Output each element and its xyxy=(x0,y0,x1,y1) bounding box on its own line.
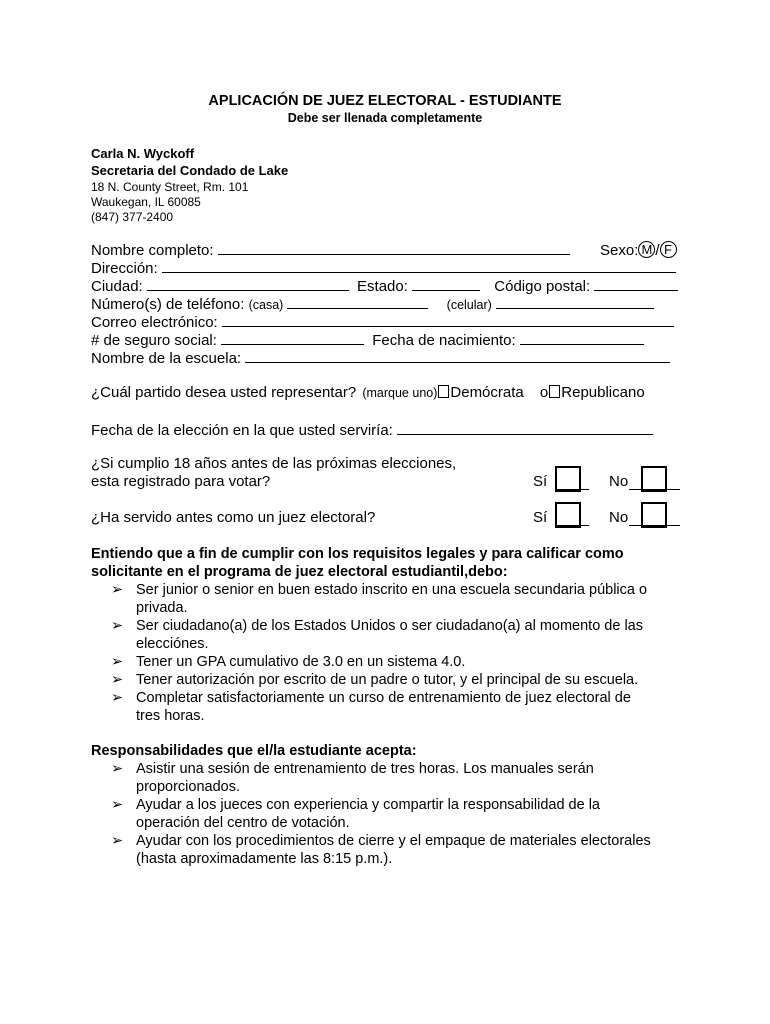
requirements-heading-line1: Entiendo que a fin de cumplir con los requisitos legales y para calificar como xyxy=(91,546,624,562)
sexo-f-option[interactable]: F xyxy=(660,241,677,258)
marque-label: (marque uno) xyxy=(362,386,438,400)
telefono-label: Número(s) de teléfono: xyxy=(91,296,245,313)
ciudad-label: Ciudad: xyxy=(91,278,143,295)
escuela-row xyxy=(91,349,670,367)
escuela-field[interactable] xyxy=(245,349,670,363)
direccion-field[interactable] xyxy=(162,259,676,273)
bullet-arrow-icon: ➢ xyxy=(111,672,124,688)
seguro-row xyxy=(91,331,644,349)
q18-no-underline xyxy=(629,489,680,490)
direccion-label: Dirección: xyxy=(91,260,158,277)
seguro-label: # de seguro social: xyxy=(91,332,217,349)
republicano-label: Republicano xyxy=(561,384,645,401)
bullet-arrow-icon: ➢ xyxy=(111,761,124,777)
page-subtitle: Debe ser llenada completamente xyxy=(287,111,483,125)
office-street: 18 N. County Street, Rm. 101 xyxy=(91,180,249,194)
fecha-eleccion-label: Fecha de la elección en la que usted serviría: xyxy=(91,422,393,439)
requirement-item: ➢ Completar satisfactoriamente un curso de entrenamiento de juez electoral de xyxy=(111,690,631,706)
correo-label: Correo electrónico: xyxy=(91,314,218,331)
sexo-group xyxy=(600,241,677,259)
estado-label: Estado: xyxy=(357,278,408,295)
sexo-label: Sexo: xyxy=(600,242,639,259)
escuela-label: Nombre de la escuela: xyxy=(91,350,242,367)
bullet-arrow-icon: ➢ xyxy=(111,618,124,634)
codigo-label: Código postal: xyxy=(494,278,591,295)
nombre-label: Nombre completo: xyxy=(91,242,214,259)
nombre-row xyxy=(91,241,570,259)
o-label: o xyxy=(539,384,549,401)
codigo-field[interactable] xyxy=(594,277,678,291)
office-phone: (847) 377-2400 xyxy=(91,210,174,224)
q-served-label: ¿Ha servido antes como un juez electoral? xyxy=(91,509,376,526)
direccion-row xyxy=(91,259,676,277)
responsibility-item-cont: operación del centro de votación. xyxy=(136,815,350,831)
q18-no-label: No xyxy=(609,473,629,490)
bullet-arrow-icon: ➢ xyxy=(111,833,124,849)
fecha-eleccion-field[interactable] xyxy=(397,421,653,435)
responsibilities-heading: Responsabilidades que el/la estudiante acepta: xyxy=(91,743,417,759)
responsibility-item: ➢ Asistir una sesión de entrenamiento de tres horas. Los manuales serán xyxy=(111,761,594,777)
nombre-field[interactable] xyxy=(218,241,570,255)
bullet-arrow-icon: ➢ xyxy=(111,654,124,670)
served-si-underline xyxy=(555,525,589,526)
fecha-eleccion-row xyxy=(91,421,653,439)
office-city: Waukegan, IL 60085 xyxy=(91,195,201,209)
correo-row xyxy=(91,313,674,331)
nacimiento-field[interactable] xyxy=(520,331,644,345)
sexo-m-option[interactable]: M xyxy=(638,241,655,258)
responsibility-item: ➢ Ayudar a los jueces con experiencia y compartir la responsabilidad de la xyxy=(111,797,600,813)
democrata-label: Demócrata xyxy=(450,384,524,401)
bullet-arrow-icon: ➢ xyxy=(111,582,124,598)
served-no-underline xyxy=(629,525,680,526)
requirement-item: ➢ Tener un GPA cumulativo de 3.0 en un sistema 4.0. xyxy=(111,654,466,670)
telefono-casa-field[interactable] xyxy=(287,295,428,309)
q18-si-label: Sí xyxy=(533,473,548,490)
served-si-label: Sí xyxy=(533,509,548,526)
ciudad-field[interactable] xyxy=(147,277,349,291)
casa-label: (casa) xyxy=(248,298,284,312)
office-position: Secretaria del Condado de Lake xyxy=(91,163,289,178)
page-title: APLICACIÓN DE JUEZ ELECTORAL - ESTUDIANTE xyxy=(208,93,562,109)
democrata-checkbox[interactable] xyxy=(438,385,449,398)
responsibility-item: ➢ Ayudar con los procedimientos de cierre y el empaque de materiales electorales xyxy=(111,833,651,849)
celular-label: (celular) xyxy=(446,298,492,312)
nacimiento-label: Fecha de nacimiento: xyxy=(372,332,516,349)
seguro-field[interactable] xyxy=(221,331,364,345)
requirement-item-cont: privada. xyxy=(136,600,188,616)
estado-field[interactable] xyxy=(412,277,480,291)
telefono-row xyxy=(91,295,654,313)
requirement-item: ➢ Ser junior o senior en buen estado inscrito en una escuela secundaria pública o xyxy=(111,582,648,598)
requirement-item-cont: tres horas. xyxy=(136,708,205,724)
telefono-celular-field[interactable] xyxy=(496,295,654,309)
requirement-item: ➢ Tener autorización por escrito de un padre o tutor, y el principal de su escuela. xyxy=(111,672,639,688)
partido-row xyxy=(91,384,645,401)
bullet-arrow-icon: ➢ xyxy=(111,690,124,706)
sexo-separator: / xyxy=(655,242,660,259)
q18-line2: esta registrado para votar? xyxy=(91,473,271,490)
ciudad-row xyxy=(91,277,678,295)
q18-line1: ¿Si cumplio 18 años antes de las próximas elecciones, xyxy=(91,455,457,472)
office-name: Carla N. Wyckoff xyxy=(91,146,195,161)
correo-field[interactable] xyxy=(222,313,674,327)
partido-question: ¿Cuál partido desea usted representar? xyxy=(91,384,357,401)
requirement-item-cont: elecciónes. xyxy=(136,636,209,652)
served-no-label: No xyxy=(609,509,629,526)
requirement-item: ➢ Ser ciudadano(a) de los Estados Unidos o ser ciudadano(a) al momento de las xyxy=(111,618,643,634)
q18-si-underline xyxy=(555,489,589,490)
bullet-arrow-icon: ➢ xyxy=(111,797,124,813)
requirements-heading-line2: solicitante en el programa de juez electoral estudiantil,debo: xyxy=(91,564,508,580)
responsibility-item-cont: proporcionados. xyxy=(136,779,240,795)
republicano-checkbox[interactable] xyxy=(549,385,560,398)
responsibility-item-cont: (hasta aproximadamente las 8:15 p.m.). xyxy=(136,851,393,867)
